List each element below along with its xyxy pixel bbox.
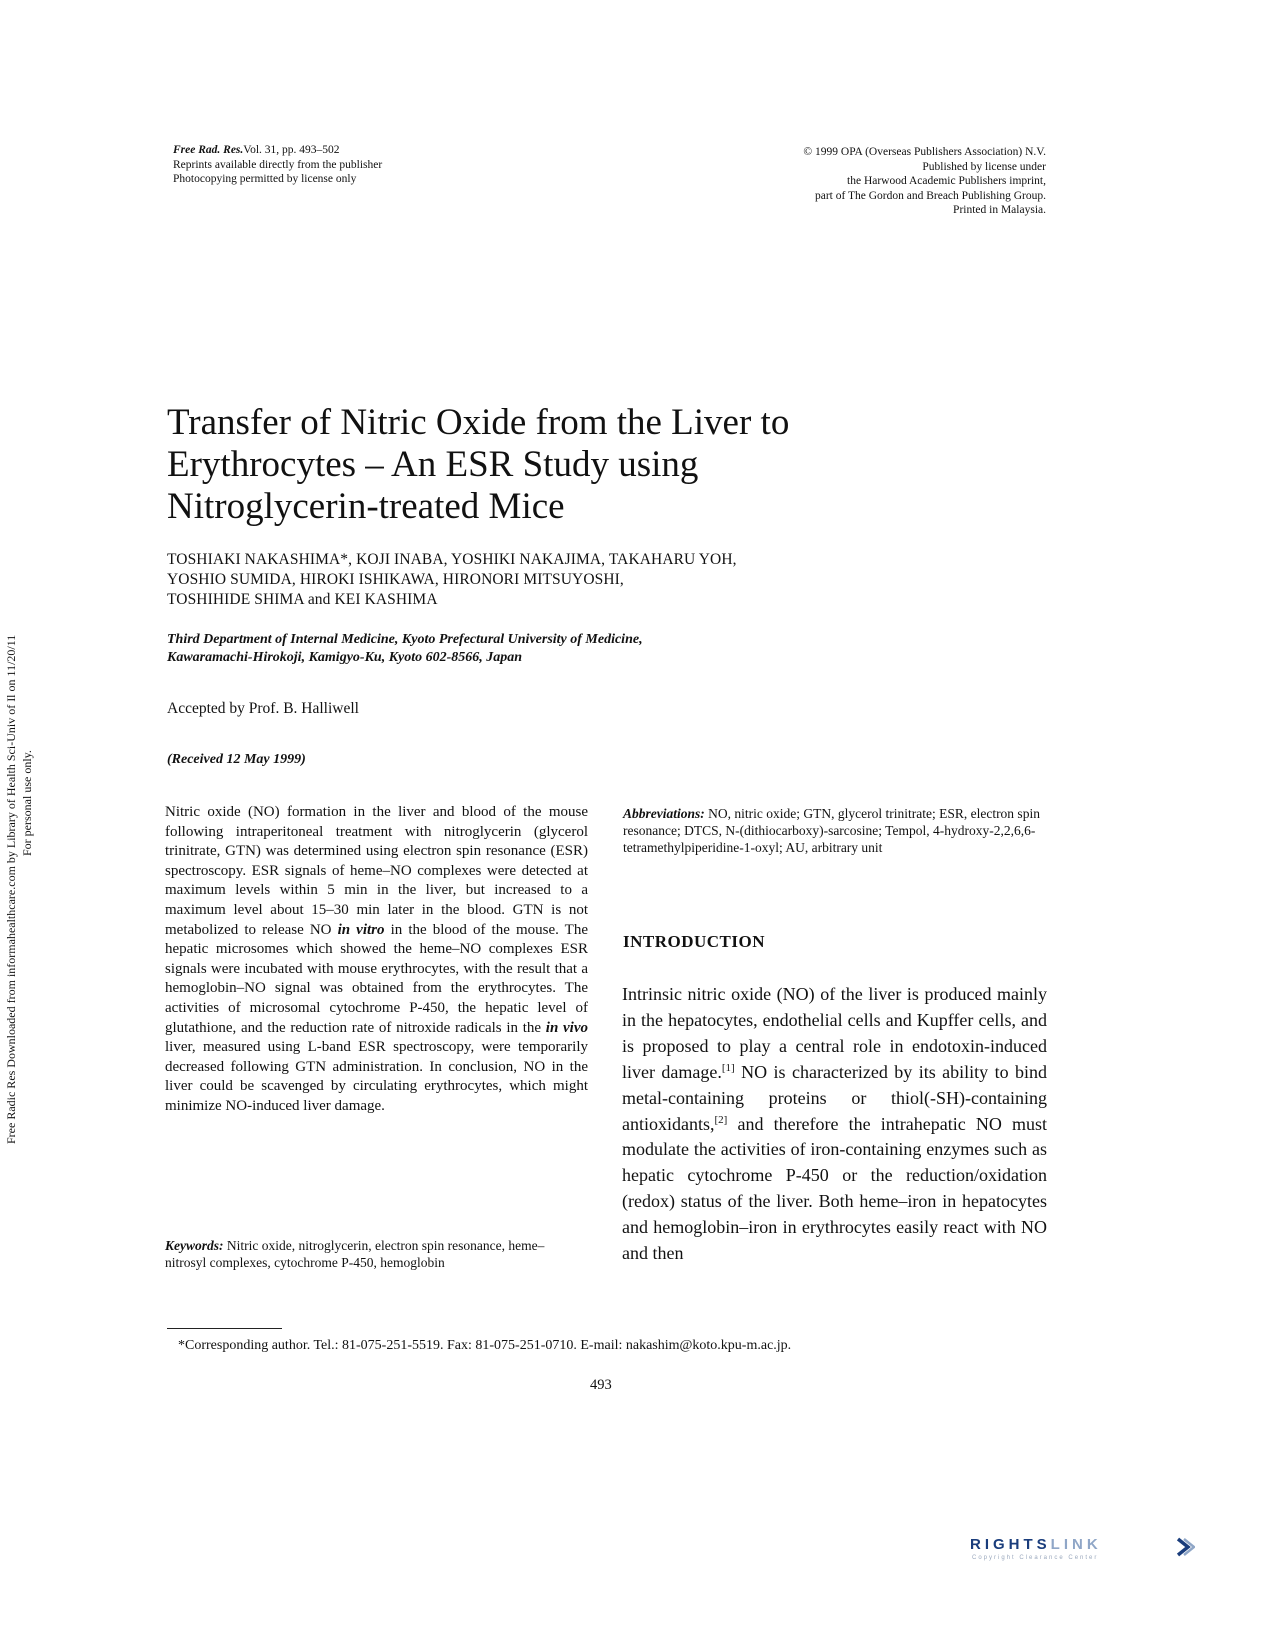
abbreviations-text: NO, nitric oxide; GTN, glycerol trinitrate; ESR, electron spin resonance; DTCS, N-(dithiocarboxy)-sarcosine; Tempol, 4-hydroxy-2,2,6,6-tetramethylpiperidine-1-oxyl; AU, arbitrary unit: [623, 806, 1040, 855]
download-stamp: [0, 0, 40, 1651]
author-list: [167, 550, 947, 610]
title-line: Nitroglycerin-treated Mice: [167, 486, 565, 527]
intro-paragraph-text: and therefore the intrahepatic NO must modulate the activities of iron-containing enzymes such as hepatic cytochrome P-450 or the reduction/oxidation (redox) status of the liver. Both heme–iron in hepatocytes and hemoglobin–iron in erythrocytes easily react with NO and then: [622, 1113, 1047, 1264]
abstract-text: in the blood of the mouse. The hepatic microsomes which showed the heme–NO complexes ESR signals were incubated with mouse erythrocytes, with the result that a hemoglobin–NO signal was obtained from the erythrocytes. The activities of microsomal cytochrome P-450, the hepatic level of glutathione, and the reduction rate of nitroxide radicals in the: [165, 921, 588, 1036]
personal-use-stamp: For personal use only.: [20, 750, 34, 856]
accepted-by: Accepted by Prof. B. Halliwell: [167, 700, 359, 717]
received-date: (Received 12 May 1999): [167, 752, 306, 767]
publisher-line: Printed in Malaysia.: [953, 204, 1046, 216]
introduction-heading: INTRODUCTION: [623, 932, 766, 951]
abstract-text: Nitric oxide (NO) formation in the liver and blood of the mouse following intraperitoneal treatment with nitroglycerin (glycerol trinitrate, GTN) was determined using electron spin resonance (ESR) spectroscopy. ESR signals of heme–NO complexes were detected at maximum levels within 5 min in the liver, but increased to a maximum level about 15–30 min later in the blood. GTN is not metabolized to release NO: [165, 804, 588, 938]
keywords-label: Keywords:: [165, 1238, 224, 1253]
author-line: TOSHIAKI NAKASHIMA*, KOJI INABA, YOSHIKI NAKAJIMA, TAKAHARU YOH,: [167, 551, 737, 568]
abstract-italic-term: in vivo: [545, 1019, 588, 1036]
author-line: TOSHIHIDE SHIMA and KEI KASHIMA: [167, 591, 438, 608]
footnote-rule: [167, 1328, 282, 1329]
rightslink-subtitle: Copyright Clearance Center: [972, 1555, 1099, 1561]
abstract: [165, 803, 588, 1117]
journal-citation: [173, 143, 493, 187]
photocopying-note: Photocopying permitted by license only: [173, 173, 357, 185]
intro-paragraph-text: NO is characterized by its ability to bind metal-containing proteins or thiol(-SH)-containing antioxidants,: [622, 1061, 1047, 1134]
author-line: YOSHIO SUMIDA, HIROKI ISHIKAWA, HIRONORI MITSUYOSHI,: [167, 571, 624, 588]
publisher-line: part of The Gordon and Breach Publishing Group.: [814, 189, 1046, 202]
abbreviations-label: Abbreviations:: [623, 806, 705, 821]
abbreviations: [623, 805, 1053, 856]
publisher-line: Published by license under: [922, 160, 1046, 173]
intro-paragraph-text: Intrinsic nitric oxide (NO) of the liver is produced mainly in the hepatocytes, endothelial cells and Kupffer cells, and is proposed to play a central role in endotoxin-induced liver damage.: [622, 984, 1047, 1082]
affiliation-line: Kawaramachi-Hirokoji, Kamigyo-Ku, Kyoto 602-8566, Japan: [167, 650, 523, 665]
page-number: 493: [590, 1377, 612, 1393]
abstract-italic-term: in vitro: [337, 921, 385, 938]
rightslink-logo[interactable]: [970, 1536, 1200, 1570]
keywords-text: Nitric oxide, nitroglycerin, electron spin resonance, heme–nitrosyl complexes, cytochrome P-450, hemoglobin: [165, 1238, 545, 1270]
download-stamp-line: Free Radic Res Downloaded from informahealthcare.com by Library of Health Sci-Univ of Il on 11/20/11: [4, 634, 18, 1144]
affiliation-line: Third Department of Internal Medicine, Kyoto Prefectural University of Medicine,: [167, 632, 643, 647]
title-line: Erythrocytes – An ESR Study using: [167, 444, 699, 485]
reference-marker[interactable]: [1]: [721, 1061, 735, 1074]
publisher-line: the Harwood Academic Publishers imprint,: [847, 175, 1046, 187]
affiliation: [167, 631, 927, 667]
keywords: [165, 1237, 545, 1271]
reprints-note: Reprints available directly from the publisher: [173, 158, 383, 171]
reference-marker[interactable]: [2]: [714, 1113, 728, 1126]
volume-pages: Vol. 31, pp. 493–502: [243, 144, 340, 156]
publisher-info: [730, 145, 1046, 218]
publisher-line: © 1999 OPA (Overseas Publishers Association) N.V.: [803, 146, 1046, 158]
introduction-text: [622, 982, 1047, 1267]
article-title: [167, 402, 927, 528]
rightslink-logo-part-b: LINK: [1050, 1536, 1102, 1553]
abstract-text: liver, measured using L-band ESR spectroscopy, were temporarily decreased following GTN administration. In conclusion, NO in the liver could be scavenged by circulating erythrocytes, which might minimize NO-induced liver damage.: [165, 1039, 588, 1114]
rightslink-logo-part-a: RIGHTS: [970, 1536, 1051, 1553]
title-line: Transfer of Nitric Oxide from the Liver to: [167, 402, 790, 443]
corresponding-author-footnote: *Corresponding author. Tel.: 81-075-251-5519. Fax: 81-075-251-0710. E-mail: nakashim@koto.kpu-m.ac.jp.: [178, 1338, 792, 1353]
journal-abbreviation: Free Rad. Res.: [173, 144, 244, 156]
citation-line: [173, 143, 493, 158]
rightslink-arrow-icon: [1173, 1536, 1195, 1558]
